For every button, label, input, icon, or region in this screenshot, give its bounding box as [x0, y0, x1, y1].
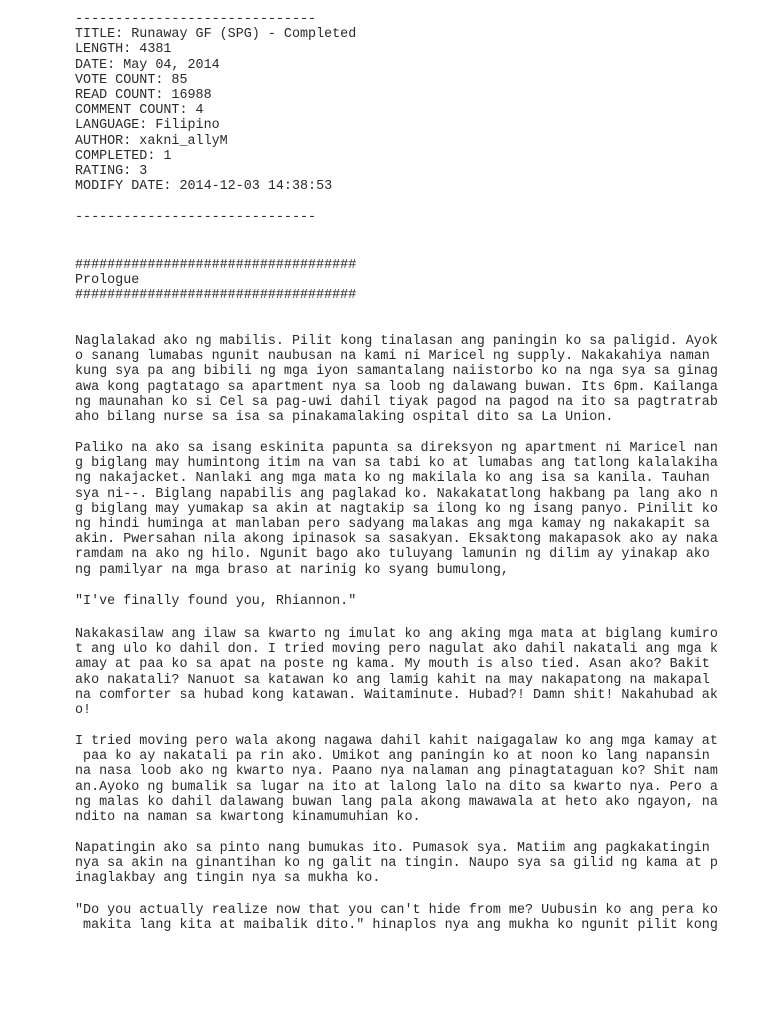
paragraph [75, 841, 755, 887]
header-rule-top: ------------------------------ [75, 12, 317, 27]
meta-language: LANGUAGE: Filipino [75, 118, 220, 134]
paragraph-line: ng malas ko dahil dalawang buwan lang pala akong mawawala at heto ako ngayon, na [75, 794, 718, 810]
paragraph-line: Paliko na ako sa isang eskinita papunta sa direksyon ng apartment ni Maricel nan [75, 441, 718, 456]
paragraph-line: ng hindi huminga at manlaban pero sadyang malakas ang mga kamay ng nakakapit sa [75, 516, 710, 532]
meta-read-count: READ COUNT: 16988 [75, 87, 212, 103]
meta-completed: COMPLETED: 1 [75, 148, 172, 164]
paragraph-line: o! [75, 702, 92, 718]
paragraph-line: Nakakasilaw ang ilaw sa kwarto ng imulat ko ang aking mga mata at biglang kumiro [75, 627, 718, 642]
paragraph [75, 334, 755, 425]
paragraph-line: g biglang may yumakap sa akin at nagtakip sa ilong ko ng isang panyo. Pinilit ko [75, 501, 718, 517]
paragraph-line: akin. Pwersahan nila akong ipinasok sa sasakyan. Eksaktong makapasok ako ay naka [75, 532, 718, 548]
section-hash-top: ################################### [75, 258, 357, 273]
paragraph-line: sya ni--. Biglang napabilis ang paglakad ko. Nakakatatlong hakbang pa lang ako n [75, 486, 718, 502]
meta-length: LENGTH: 4381 [75, 42, 172, 58]
section-title: Prologue [75, 273, 140, 289]
paragraph-line: ng pamilyar na mga braso at narinig ko syang bumulong, [75, 562, 509, 578]
paragraph-line: makita lang kita at maibalik dito." hinaplos nya ang mukha ko ngunit pilit kong [75, 918, 718, 934]
meta-author: AUTHOR: xakni_allyM [75, 133, 228, 149]
paragraph-line: t ang ulo ko dahil don. I tried moving pero nagulat ako dahil nakatali ang mga k [75, 642, 718, 658]
section-heading [75, 258, 755, 304]
paragraph-line: aho bilang nurse sa isa sa pinakamalaking ospital dito sa La Union. [75, 409, 614, 425]
meta-vote-count: VOTE COUNT: 85 [75, 72, 188, 88]
paragraph-line: an.Ayoko ng bumalik sa lugar na ito at lalong lalo na dito sa kwarto nya. Pero a [75, 779, 718, 795]
paragraph-line: awa kong pagtatago sa apartment nya sa loob ng dalawang buwan. Its 6pm. Kailanga [75, 379, 718, 395]
section-hash-bottom: ################################### [75, 288, 357, 304]
paragraph-line: ako nakatali? Nanuot sa katawan ko ang lamig kahit na may nakapatong na makapal [75, 672, 710, 688]
meta-modify-date: MODIFY DATE: 2014-12-03 14:38:53 [75, 179, 333, 195]
paragraph [75, 734, 755, 825]
paragraph-line: "Do you actually realize now that you can't hide from me? Uubusin ko ang pera ko [75, 903, 718, 918]
paragraph-line: na comforter sa hubad kong katawan. Waitaminute. Hubad?! Damn shit! Nakahubad ak [75, 687, 718, 703]
paragraph-line: g biglang may humintong itim na van sa tabi ko at lumabas ang tatlong kalalakiha [75, 456, 718, 472]
paragraph-line: o sanang lumabas ngunit naubusan na kami ni Maricel ng supply. Nakakahiya naman [75, 349, 710, 365]
paragraph-line: kung sya pa ang bibili ng mga iyon samantalang naiistorbo ko na nga sya sa ginag [75, 364, 718, 380]
paragraph-line: amay at paa ko sa apat na poste ng kama. My mouth is also tied. Asan ako? Bakit [75, 657, 710, 673]
paragraph-line: paa ko ay nakatali pa rin ako. Umikot ang paningin ko at noon ko lang napansin [75, 749, 710, 765]
paragraph-line: ramdam na ako ng hilo. Ngunit bago ako tuluyang lamunin ng dilim ay yinakap ako [75, 547, 710, 563]
metadata-header [75, 12, 755, 194]
paragraph [75, 441, 755, 578]
meta-date: DATE: May 04, 2014 [75, 57, 220, 73]
paragraph-line: ndito na naman sa kwartong kinamumuhian ko. [75, 809, 421, 825]
meta-comment-count: COMMENT COUNT: 4 [75, 103, 204, 119]
paragraph-line: inaglakbay ang tingin nya sa mukha ko. [75, 871, 381, 887]
paragraph-line: Naglalakad ako ng mabilis. Pilit kong tinalasan ang paningin ko sa paligid. Ayok [75, 334, 718, 349]
paragraph-line: I tried moving pero wala akong nagawa dahil kahit naigagalaw ko ang mga kamay at [75, 734, 718, 749]
header-rule-bottom: ------------------------------ [75, 210, 317, 225]
paragraph-line: ng nakajacket. Nanlaki ang mga mata ko ng makilala ko ang isa sa kanila. Tauhan [75, 471, 710, 487]
paragraph-line: na nasa loob ako ng kwarto nya. Paano nya nalaman ang pinagtataguan ko? Shit nam [75, 764, 718, 780]
header-rule-bottom-wrap [75, 210, 755, 225]
paragraph-line: "I've finally found you, Rhiannon." [75, 594, 357, 609]
paragraph-dialogue [75, 594, 755, 609]
meta-title: TITLE: Runaway GF (SPG) - Completed [75, 27, 357, 43]
meta-rating: RATING: 3 [75, 163, 148, 179]
paragraph [75, 627, 755, 718]
paragraph-line: Napatingin ako sa pinto nang bumukas ito. Pumasok sya. Matiim ang pagkakatingin [75, 841, 710, 856]
paragraph-dialogue [75, 903, 755, 933]
paragraph-line: nya sa akin na ginantihan ko ng galit na tingin. Naupo sya sa gilid ng kama at p [75, 856, 718, 872]
paragraph-line: ng maunahan ko si Cel sa pag-uwi dahil tiyak pagod na pagod na ito sa pagtratrab [75, 394, 718, 410]
